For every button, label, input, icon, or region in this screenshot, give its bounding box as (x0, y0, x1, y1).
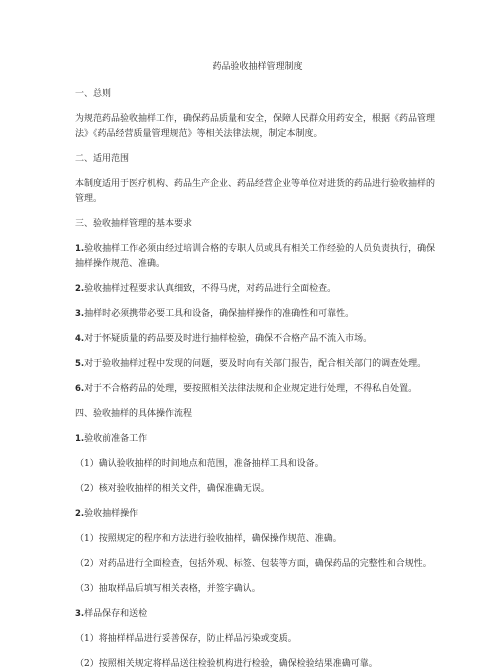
procedure-group-title (75, 607, 440, 622)
requirement-text: 对于不合格药品的处理，要按照相关法律法规和企业规定进行处理，不得私自处置。 (84, 384, 418, 394)
procedure-step: （3）抽取样品后填写相关表格，并签字确认。 (75, 584, 261, 594)
requirement-number: 2. (75, 284, 85, 294)
section-heading-procedure: 四、验收抽样的具体操作流程 (75, 409, 193, 419)
procedure-group-title (75, 432, 440, 447)
procedure-step: （2）核对验收抽样的相关文件，确保准确无误。 (75, 484, 270, 494)
requirement-item (75, 242, 440, 272)
requirement-text: 验收抽样工作必须由经过培训合格的专职人员或具有相关工作经验的人员负责执行，确保抽样操作规范、准确。 (75, 244, 436, 269)
procedure-group-title (75, 507, 440, 522)
requirement-item (75, 382, 440, 397)
requirement-item (75, 357, 440, 372)
requirement-text: 对于怀疑质量的药品要及时进行抽样检验，确保不合格产品不流入市场。 (84, 334, 373, 344)
procedure-group-number: 2. (75, 509, 85, 519)
requirement-number: 4. (75, 334, 85, 344)
requirement-text: 对于验收抽样过程中发现的问题，要及时向有关部门报告，配合相关部门的调查处理。 (84, 359, 427, 369)
requirement-text: 抽样时必须携带必要工具和设备，确保抽样操作的准确性和可靠性。 (84, 309, 355, 319)
procedure-group-number: 1. (75, 434, 85, 444)
requirement-number: 3. (75, 309, 85, 319)
requirement-number: 6. (75, 384, 85, 394)
procedure-step: （1）按照规定的程序和方法进行验收抽样，确保操作规范、准确。 (75, 534, 342, 544)
procedure-step: （1）将抽样样品进行妥善保存，防止样品污染或变质。 (75, 634, 297, 644)
procedure-group-label: 验收抽样操作 (84, 509, 139, 519)
requirement-item (75, 332, 440, 347)
section-paragraph-scope: 本制度适用于医疗机构、药品生产企业、药品经营企业等单位对进货的药品进行验收抽样的管理。 (75, 179, 436, 204)
section-heading-scope: 二、适用范围 (75, 154, 130, 164)
section-heading-requirements: 三、验收抽样管理的基本要求 (75, 219, 193, 229)
requirement-item (75, 307, 440, 322)
document-title: 药品验收抽样管理制度 (212, 62, 303, 72)
procedure-step: （1）确认验收抽样的时间地点和范围，准备抽样工具和设备。 (75, 459, 324, 469)
section-heading-general: 一、总则 (75, 89, 112, 99)
procedure-group-label: 验收前准备工作 (84, 434, 148, 444)
requirement-number: 5. (75, 359, 85, 369)
procedure-step: （2）按照相关规定将样品送往检验机构进行检验，确保检验结果准确可靠。 (75, 659, 378, 669)
section-paragraph-general: 为规范药品验收抽样工作，确保药品质量和安全，保障人民群众用药安全，根据《药品管理法》《药品经营质量管理规范》等相关法律法规，制定本制度。 (75, 114, 436, 139)
requirement-number: 1. (75, 244, 85, 254)
requirement-text: 验收抽样过程要求认真细致，不得马虎，对药品进行全面检查。 (84, 284, 337, 294)
procedure-group-number: 3. (75, 609, 85, 619)
procedure-step: （2）对药品进行全面检查，包括外观、标签、包装等方面，确保药品的完整性和合规性。 (75, 559, 432, 569)
requirement-item (75, 282, 440, 297)
procedure-group-label: 样品保存和送检 (84, 609, 148, 619)
